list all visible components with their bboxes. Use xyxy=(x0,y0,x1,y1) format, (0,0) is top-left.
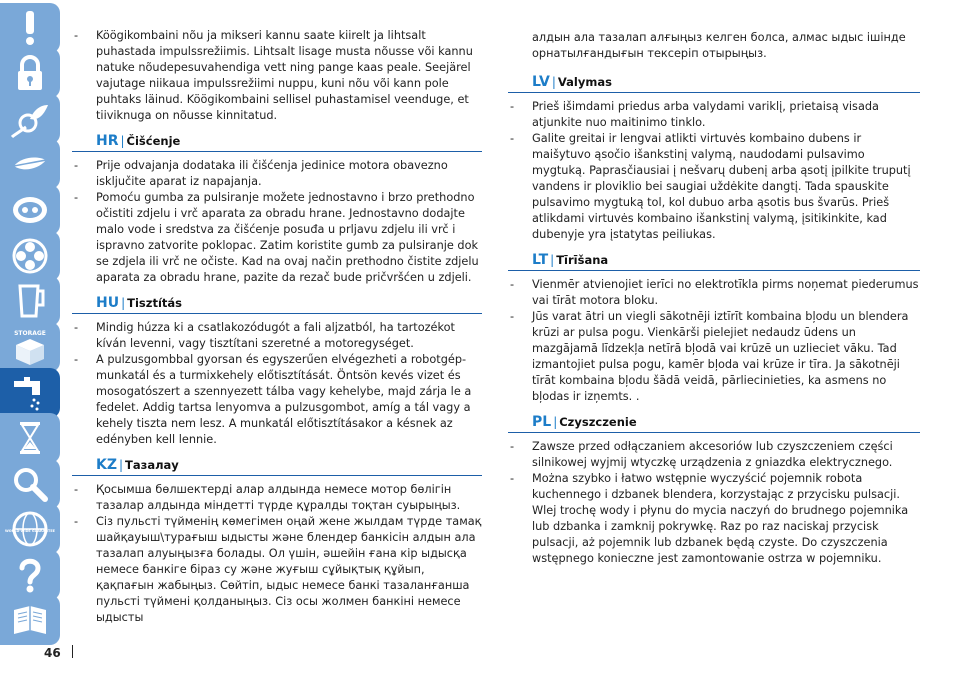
page-footer xyxy=(0,640,954,673)
item-text: Köögikombaini nõu ja mikseri kannu saate kiirelt ja lihtsalt puhastada impulssrežiimis. Lihtsalt lisage musta nõusse või kannu natuke nõudepesuvahendiga vett ning pange kaas peale. Seejärel vajutage niikaua impulssrežiimi nuppu, kuni nõu või kann pole puhtaks läinud. Köögikombaini sellisel puhastamisel veenduge, et tiiviknuga on nõusse kinnitatud. xyxy=(96,29,473,122)
item-text: Jūs varat ātri un viegli sākotnēji iztīrīt kombaina bļodu un blendera krūzi ar pulsa pogu. Vienkārši pielejiet nedaudz ūdens un mazgājamā līdzekļa netīrā bļodā vai krūzē un uzlieciet vāku. Tad izmantojiet pulsa pogu, kamēr bļoda vai krūze ir tīra. Ja sākotnēji tīrāt kombaina bļodu šādā veidā, pārliecinieties, ka asmens no bļodas ir izņemts. . xyxy=(532,310,909,403)
list-item: - Сіз пульсті түйменің көмегімен оңай жене жылдам түрде тамақ шайқауыш\турағыш ыдысты және блендер банкісін алдын ала тазалап алуыңызға болады. Ол үшін, әшейін ғана кір ыдысқа немесе банкіге біраз су және жуғыш сұйықтық құйып, қақпағын жабыңыз. Сөйтіп, ыдыс немесе банкі тазаланғанша пульсті түймені қолданыңыз. Сіз осы жолмен банкіні немесе ыдысты xyxy=(74,515,482,624)
tab-troubleshoot[interactable] xyxy=(0,459,60,509)
section-title: Тазалау xyxy=(125,458,179,472)
fan-disc-icon xyxy=(10,236,50,276)
list-item: - Vienmēr atvienojiet ierīci no elektrotīkla pirms noņemat piederumus vai tīrāt motora bloku. xyxy=(510,278,919,307)
tab-cleaning[interactable] xyxy=(0,368,60,418)
item-text: Сіз пульсті түйменің көмегімен оңай жене жылдам түрде тамақ шайқауыш\турағыш ыдысты және блендер банкісін алдын ала тазалап алуыңызға болады. Ол үшін, әшейін ғана кір ыдысқа немесе банкіге біраз су және жуғыш сұйықтық құйып, қақпағын жабыңыз. Сөйтіп, ыдыс немесе банкі тазаланғанша пульсті түймені қолданыңыз. Сіз осы жолмен банкіні немесе ыдысты xyxy=(96,515,482,624)
section-sidebar xyxy=(0,0,60,640)
feather-icon xyxy=(10,144,50,184)
section-header: HR | Čišćenje xyxy=(72,133,482,152)
world-wide-guarantee-icon xyxy=(5,509,55,549)
list-item: - Köögikombaini nõu ja mikseri kannu saate kiirelt ja lihtsalt puhastada impulssrežiimis. Lihtsalt lisage musta nõusse või kannu natuke nõudepesuvahendiga vett ning pange kaas peale. Seejärel vajutage niikaua impulssrežiimi nuppu, kuni nõu või kann pole puhtaks läinud. Köögikombaini sellisel puhastamisel veenduge, et tiiviknuga on nõusse kinnitatud. xyxy=(74,29,473,122)
continuation-text: алдын ала тазалап алғыңыз келген болса, алмас ыдыс ішінде орнатылғандығын тексеріп отырыңыз. xyxy=(532,31,906,60)
list-item: - Қосымша бөлшектерді алар алдында немесе мотор бөлігін тазалар алдында міндетті түрде құралды тоқтан суырыңыз. xyxy=(74,483,461,512)
item-text: Қосымша бөлшектерді алар алдында немесе мотор бөлігін тазалар алдында міндетті түрде құралды тоқтан суырыңыз. xyxy=(96,483,461,512)
list-item: - Jūs varat ātri un viegli sākotnēji iztīrīt kombaina bļodu un blendera krūzi ar pulsa pogu. Vienkārši pielejiet nedaudz ūdens un mazgājamā līdzekļa netīrā bļodā vai krūzē un uzlieciet vāku. Tad izmantojiet pulsa pogu, kamēr bļoda vai krūze ir tīra. Ja sākotnēji tīrāt kombaina bļodu šādā veidā, pārliecinieties, ka asmens no bļodas ir izņemts. . xyxy=(510,310,909,403)
list-item: - Prieš išimdami priedus arba valydami variklį, prietaisą visada atjunkite nuo maitinimo tinklo. xyxy=(510,100,879,129)
item-text: Mindig húzza ki a csatlakozódugót a fali aljzatból, ha tartozékot kíván levenni, vagy tisztítani szeretné a motoregységet. xyxy=(96,321,455,350)
section-header: PL | Czyszczenie xyxy=(508,414,920,433)
tab-storage[interactable] xyxy=(0,322,60,372)
item-text: Vienmēr atvienojiet ierīci no elektrotīkla pirms noņemat piederumus vai tīrāt motora bloku. xyxy=(532,278,919,307)
column-left xyxy=(72,28,482,626)
language-code: HR xyxy=(96,133,119,149)
section-title: Valymas xyxy=(557,75,612,89)
tab-time[interactable] xyxy=(0,413,60,463)
question-icon xyxy=(10,555,50,595)
item-text: Pomoću gumba za pulsiranje možete jednostavno i brzo prethodno očistiti zdjelu i vrč aparata za obradu hrane. Jednostavno dodajte malo vode i sredstva za čišćenje posuđa u prljavu zdjelu ili vrč i ispravno zatvorite poklopac. Zatim koristite gumb za pulsiranje dok se zdjela ili vrč ne očiste. Kad na ovaj način prethodno čistite zdjelu aparata za obradu hrane, pazite da rezač bude pričvršćen u zdjeli. xyxy=(96,191,479,284)
section-kz xyxy=(72,457,482,626)
item-text: Zawsze przed odłączaniem akcesoriów lub czyszczeniem części silnikowej wyjmij wtyczkę urządzenia z gniazdka elektrycznego. xyxy=(532,440,893,469)
manual-book-icon xyxy=(10,600,50,640)
section-hr xyxy=(72,133,482,286)
svg-text:WORLD-WIDE GUARANTEE: WORLD-WIDE GUARANTEE xyxy=(5,529,55,533)
list-item: - Zawsze przed odłączaniem akcesoriów lub czyszczeniem części silnikowej wyjmij wtyczkę urządzenia z gniazdka elektrycznego. xyxy=(510,440,893,469)
hourglass-icon xyxy=(10,418,50,458)
speed-dial-icon xyxy=(10,190,50,230)
section-title: Tisztítás xyxy=(127,296,183,310)
magnifier-icon xyxy=(10,464,50,504)
tab-whisk[interactable] xyxy=(0,139,60,189)
language-code: PL xyxy=(532,414,552,430)
footer-divider xyxy=(72,645,73,658)
tab-warning[interactable] xyxy=(0,3,60,53)
list-item: - Mindig húzza ki a csatlakozódugót a fali aljzatból, ha tartozékot kíván levenni, vagy tisztítani szeretné a motoregységet. xyxy=(74,321,455,350)
tab-help[interactable] xyxy=(0,550,60,600)
tab-speed[interactable] xyxy=(0,185,60,235)
storage-box-icon xyxy=(10,327,50,367)
column-right xyxy=(508,30,920,567)
section-lt xyxy=(508,252,920,405)
section-title: Czyszczenie xyxy=(559,415,637,429)
section-title: Čišćenje xyxy=(126,134,181,148)
language-code: KZ xyxy=(96,457,117,473)
section-header: KZ | Тазалау xyxy=(72,457,482,476)
section-hu xyxy=(72,295,482,448)
tab-safety[interactable] xyxy=(0,48,60,98)
tab-manual[interactable] xyxy=(0,595,60,645)
section-header: LT | Tīrīšana xyxy=(508,252,920,271)
item-text: Prije odvajanja dodataka ili čišćenja jedinice motora obavezno isključite aparat iz napajanja. xyxy=(96,159,448,188)
exclamation-icon xyxy=(10,8,50,48)
section-title: Tīrīšana xyxy=(556,253,609,267)
item-text: Galite greitai ir lengvai atlikti virtuvės kombaino dubens ir maišytuvo ąsočio išankstinį valymą, naudodami pulsavimo mygtuką. Paprasčiausiai į nešvarų dubenį arba ąsotį įpilkite truputį vandens ir ploviklio bei saugiai uždėkite dangtį. Tada spauskite pulsavimo mygtuką tol, kol dubuo arba ąsotis bus švarūs. Prieš atlikdami virtuvės kombaino išankstinį valymą, įsitikinkite, kad dubenyje yra įstatytas peiliukas. xyxy=(532,132,911,241)
padlock-icon xyxy=(10,53,50,93)
section-lv xyxy=(508,74,920,243)
tab-blade[interactable] xyxy=(0,94,60,144)
tab-blender[interactable] xyxy=(0,276,60,326)
list-item: - Pomoću gumba za pulsiranje možete jednostavno i brzo prethodno očistiti zdjelu i vrč aparata za obradu hrane. Jednostavno dodajte malo vode i sredstva za čišćenje posuđa u prljavu zdjelu ili vrč i ispravno zatvorite poklopac. Zatim koristite gumb za pulsiranje dok se zdjela ili vrč ne očiste. Kad na ovaj način prethodno čistite zdjelu aparata za obradu hrane, pazite da rezač bude pričvršćen u zdjeli. xyxy=(74,191,479,284)
leaf-swirl-icon xyxy=(10,99,50,139)
list-item: - A pulzusgombbal gyorsan és egyszerűen elvégezheti a robotgép-munkatál és a turmixkehely előtisztítását. Öntsön kevés vizet és mosogatószert a szennyezett tálba vagy kehelybe, majd zárja le a fedelet. Addig tartsa lenyomva a pulzusgombot, amíg a tál vagy a kehely tiszta nem lesz. A munkatál előtisztításakor a késnek az edényben kell lennie. xyxy=(74,353,472,446)
section-pl xyxy=(508,414,920,567)
language-code: LT xyxy=(532,252,549,268)
language-code: LV xyxy=(532,74,550,90)
tap-cleaning-icon xyxy=(10,373,50,413)
tab-disc[interactable] xyxy=(0,231,60,281)
section-header: LV | Valymas xyxy=(508,74,920,93)
section-header: HU | Tisztítás xyxy=(72,295,482,314)
list-item: - Prije odvajanja dodataka ili čišćenja jedinice motora obavezno isključite aparat iz napajanja. xyxy=(74,159,448,188)
list-item: - Galite greitai ir lengvai atlikti virtuvės kombaino dubens ir maišytuvo ąsočio išankstinį valymą, naudodami pulsavimo mygtuką. Paprasčiausiai į nešvarų dubenį arba ąsotį įpilkite truputį vandens ir ploviklio bei saugiai uždėkite dangtį. Tada spauskite pulsavimo mygtuką tol, kol dubuo arba ąsotis bus švarūs. Prieš atlikdami virtuvės kombaino išankstinį valymą, įsitikinkite, kad dubenyje yra įstatytas peiliukas. xyxy=(510,132,911,241)
page-number: 46 xyxy=(44,646,61,660)
item-text: Prieš išimdami priedus arba valydami variklį, prietaisą visada atjunkite nuo maitinimo tinklo. xyxy=(532,100,879,129)
tab-guarantee[interactable] xyxy=(0,504,60,554)
item-text: Można szybko i łatwo wstępnie wyczyścić pojemnik robota kuchennego i dzbanek blendera, korzystając z przycisku pulsacji. Wlej trochę wody i płynu do mycia naczyń do brudnego pojemnika lub dzbanka i zamknij pokrywkę. Raz po raz naciskaj przycisk pulsacji, aż pojemnik lub dzbanek będą czyste. Do czyszczenia wstępnego konieczne jest zamontowanie ostrza w pojemniku. xyxy=(532,472,909,565)
blender-jug-icon xyxy=(10,281,50,321)
svg-text:STORAGE: STORAGE xyxy=(14,330,46,337)
item-text: A pulzusgombbal gyorsan és egyszerűen elvégezheti a robotgép-munkatál és a turmixkehely előtisztítását. Öntsön kevés vizet és mosogatószert a szennyezett tálba vagy kehelybe, majd zárja le a fedelet. Addig tartsa lenyomva a pulzusgombot, amíg a tál vagy a kehely tiszta nem lesz. A munkatál előtisztításakor a késnek az edényben kell lennie. xyxy=(96,353,472,446)
language-code: HU xyxy=(96,295,120,311)
list-item: - Można szybko i łatwo wstępnie wyczyścić pojemnik robota kuchennego i dzbanek blendera, korzystając z przycisku pulsacji. Wlej trochę wody i płynu do mycia naczyń do brudnego pojemnika lub dzbanka i zamknij pokrywkę. Raz po raz naciskaj przycisk pulsacji, aż pojemnik lub dzbanek będą czyste. Do czyszczenia wstępnego konieczne jest zamontowanie ostrza w pojemniku. xyxy=(510,472,909,565)
